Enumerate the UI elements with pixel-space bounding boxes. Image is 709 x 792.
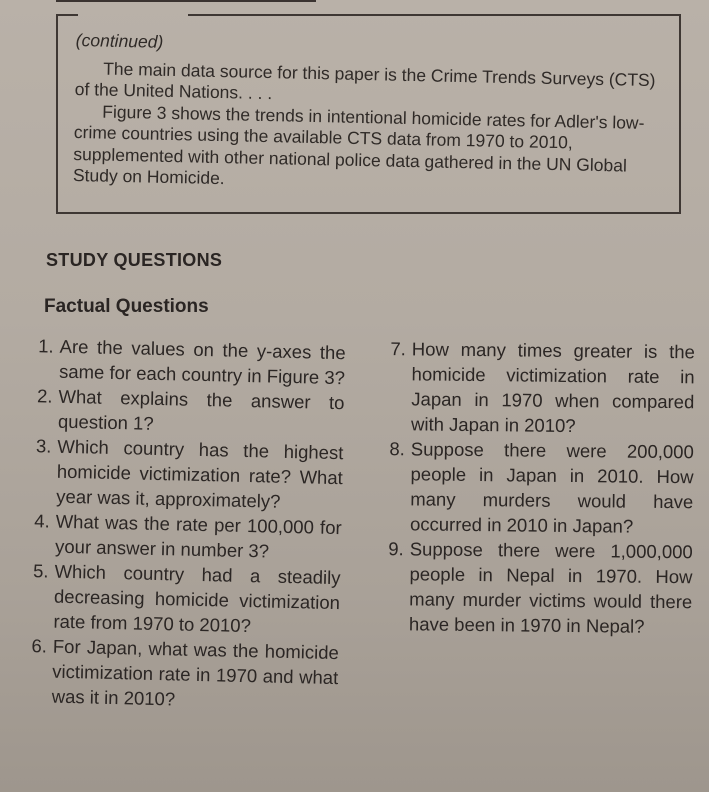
study-questions-heading: STUDY QUESTIONS [46, 250, 223, 270]
question-number: 3. [35, 435, 52, 457]
question-number: 9. [388, 538, 404, 560]
excerpt-paragraph-2: Figure 3 shows the trends in intentional homicide rates for Adler's low-crime countries using the available CTS data from 1970 to 2010, supplemented with other national police data gathered in the UN Global Study on Homicide. [72, 101, 645, 189]
top-rule [56, 0, 316, 2]
excerpt-text [73, 30, 661, 199]
question-text: What explains the answer to question 1? [57, 385, 345, 434]
questions-right-column [377, 336, 695, 639]
question-5 [21, 558, 341, 640]
question-1 [27, 333, 346, 390]
excerpt-paragraph-1: The main data source for this paper is the Crime Trends Surveys (CTS) of the United Nations. . . . [74, 58, 656, 104]
question-text: For Japan, what was the homicide victimization rate in 1970 and what was it in 2010? [51, 635, 340, 710]
question-number: 8. [389, 438, 405, 460]
question-number: 5. [32, 560, 49, 582]
question-number: 7. [390, 338, 406, 360]
questions-left-column [19, 333, 345, 715]
question-text: Suppose there were 200,000 people in Japan in 2010. How many murders would have occurred in 2010 in Japan? [409, 438, 694, 537]
factual-questions-heading: Factual Questions [44, 296, 209, 317]
question-9 [377, 536, 693, 639]
question-6 [19, 633, 339, 715]
question-text: Which country had a steadily decreasing homicide victimization rate from 1970 to 2010? [53, 560, 341, 637]
box-top-right-segment [188, 14, 679, 16]
continued-label: (continued) [75, 30, 164, 52]
question-number: 6. [31, 635, 48, 657]
question-text: Which country has the highest homicide victimization rate? What year was it, approximately? [56, 435, 344, 512]
question-text: How many times greater is the homicide victimization rate in Japan in 1970 when compared with Japan in 2010? [410, 338, 695, 437]
question-number: 4. [34, 510, 50, 532]
question-8 [378, 436, 694, 539]
excerpt-box [56, 14, 681, 214]
question-number: 1. [38, 335, 54, 357]
question-text: What was the rate per 100,000 for your answer in number 3? [54, 510, 342, 562]
question-number: 2. [36, 385, 53, 407]
box-top-left-segment [58, 14, 78, 16]
question-4 [23, 508, 342, 565]
question-3 [24, 433, 344, 515]
question-7 [379, 336, 695, 439]
question-text: Are the values on the y-axes the same for each country in Figure 3? [58, 335, 346, 389]
question-text: Suppose there were 1,000,000 people in Nepal in 1970. How many murder victims would there have been in 1970 in Nepal? [408, 538, 693, 637]
question-2 [26, 383, 345, 440]
